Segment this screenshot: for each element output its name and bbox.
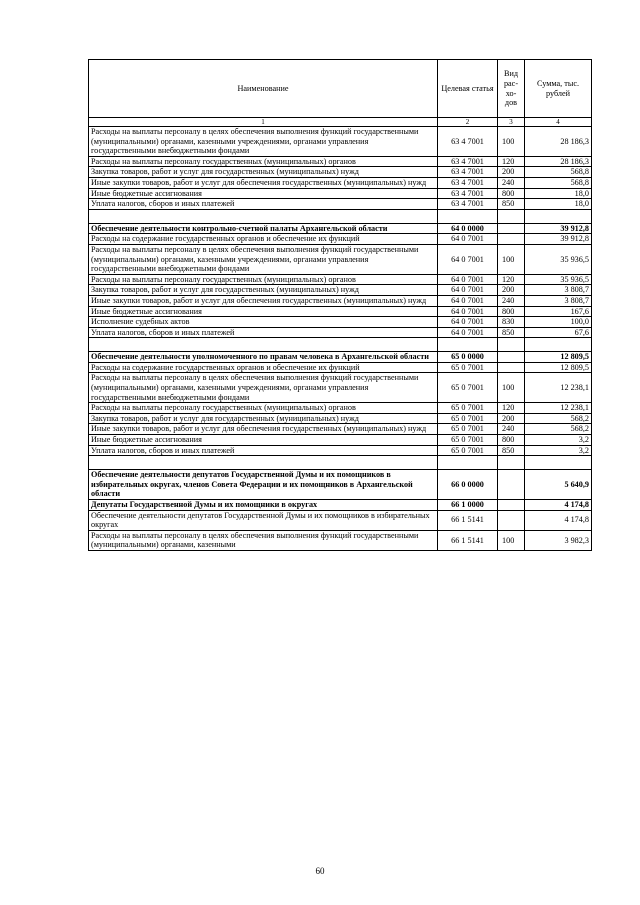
cell-expense-type: 800	[498, 435, 525, 446]
table-row	[89, 413, 592, 424]
cell-name: Обеспечение деятельности депутатов Государственной Думы и их помощников в избирательных округах, членов Совета Федерации и их помощников в Архангельской области	[89, 470, 438, 500]
cell-name: Депутаты Государственной Думы и их помощники в округах	[89, 500, 438, 511]
cell-target-article: 65 0 7001	[438, 362, 498, 373]
cell-amount: 39 912,8	[525, 223, 592, 234]
empty-cell	[498, 209, 525, 223]
cell-amount: 12 238,1	[525, 403, 592, 414]
table-row	[89, 500, 592, 511]
cell-amount: 3 808,7	[525, 285, 592, 296]
cell-target-article: 63 4 7001	[438, 177, 498, 188]
cell-target-article: 66 1 0000	[438, 500, 498, 511]
cell-name: Уплата налогов, сборов и иных платежей	[89, 445, 438, 456]
table-row	[89, 167, 592, 178]
cell-expense-type	[498, 500, 525, 511]
cell-amount: 4 174,8	[525, 500, 592, 511]
cell-target-article: 65 0 7001	[438, 413, 498, 424]
cell-amount: 12 809,5	[525, 362, 592, 373]
cell-amount: 35 936,5	[525, 274, 592, 285]
cell-name: Расходы на выплаты персоналу в целях обеспечения выполнения функций государственными (муниципальными) органами, казенными учреждениями, органами управления государственными внебюджетными фондами	[89, 373, 438, 403]
table-row	[89, 223, 592, 234]
cell-name: Закупка товаров, работ и услуг для государственных (муниципальных) нужд	[89, 413, 438, 424]
cell-target-article: 63 4 7001	[438, 156, 498, 167]
cell-amount: 568,8	[525, 177, 592, 188]
header-col-number: 3	[498, 118, 525, 127]
cell-expense-type: 100	[498, 244, 525, 274]
cell-target-article: 65 0 0000	[438, 352, 498, 363]
cell-name: Расходы на содержание государственных органов и обеспечение их функций	[89, 362, 438, 373]
table-row	[89, 127, 592, 157]
cell-expense-type: 800	[498, 188, 525, 199]
empty-cell	[525, 338, 592, 352]
cell-name: Иные бюджетные ассигнования	[89, 188, 438, 199]
cell-amount: 67,6	[525, 327, 592, 338]
table-header	[89, 60, 592, 127]
cell-expense-type: 200	[498, 413, 525, 424]
table-row	[89, 445, 592, 456]
table-row	[89, 362, 592, 373]
cell-target-article: 64 0 7001	[438, 317, 498, 328]
budget-table-sheet	[88, 59, 591, 551]
cell-target-article: 63 4 7001	[438, 167, 498, 178]
cell-target-article: 64 0 7001	[438, 234, 498, 245]
empty-cell	[89, 456, 438, 470]
cell-name: Расходы на выплаты персоналу государственных (муниципальных) органов	[89, 274, 438, 285]
cell-target-article: 64 0 0000	[438, 223, 498, 234]
cell-name: Исполнение судебных актов	[89, 317, 438, 328]
cell-expense-type: 240	[498, 424, 525, 435]
cell-target-article: 64 0 7001	[438, 327, 498, 338]
cell-expense-type: 200	[498, 285, 525, 296]
cell-expense-type	[498, 510, 525, 530]
table-row	[89, 510, 592, 530]
cell-name: Иные закупки товаров, работ и услуг для обеспечения государственных (муниципальных) нужд	[89, 177, 438, 188]
cell-amount: 568,8	[525, 167, 592, 178]
table-row	[89, 188, 592, 199]
spacer-row	[89, 338, 592, 352]
cell-amount: 28 186,3	[525, 156, 592, 167]
cell-target-article: 66 1 5141	[438, 530, 498, 550]
cell-amount: 18,0	[525, 188, 592, 199]
table-row	[89, 285, 592, 296]
cell-amount: 3,2	[525, 435, 592, 446]
cell-name: Расходы на содержание государственных органов и обеспечение их функций	[89, 234, 438, 245]
cell-name: Расходы на выплаты персоналу в целях обеспечения выполнения функций государственными (муниципальными) органами, казенными	[89, 530, 438, 550]
cell-name: Уплата налогов, сборов и иных платежей	[89, 327, 438, 338]
spacer-row	[89, 209, 592, 223]
cell-name: Обеспечение деятельности контрольно-счетной палаты Архангельской области	[89, 223, 438, 234]
cell-target-article: 63 4 7001	[438, 127, 498, 157]
empty-cell	[498, 456, 525, 470]
budget-table	[88, 59, 592, 551]
cell-target-article: 65 0 7001	[438, 424, 498, 435]
header-target-article: Целевая статья	[438, 60, 498, 118]
cell-name: Иные бюджетные ассигнования	[89, 306, 438, 317]
cell-expense-type: 120	[498, 156, 525, 167]
cell-expense-type: 240	[498, 177, 525, 188]
header-name: Наименование	[89, 60, 438, 118]
cell-target-article: 64 0 7001	[438, 295, 498, 306]
cell-expense-type: 100	[498, 530, 525, 550]
cell-expense-type: 850	[498, 445, 525, 456]
cell-expense-type: 200	[498, 167, 525, 178]
cell-expense-type: 850	[498, 327, 525, 338]
cell-name: Расходы на выплаты персоналу в целях обеспечения выполнения функций государственными (муниципальными) органами, казенными учреждениями, органами управления государственными внебюджетными фондами	[89, 127, 438, 157]
cell-expense-type: 850	[498, 199, 525, 210]
cell-expense-type: 240	[498, 295, 525, 306]
cell-name: Иные бюджетные ассигнования	[89, 435, 438, 446]
cell-target-article: 64 0 7001	[438, 274, 498, 285]
cell-expense-type	[498, 223, 525, 234]
empty-cell	[525, 209, 592, 223]
cell-expense-type: 120	[498, 403, 525, 414]
cell-amount: 100,0	[525, 317, 592, 328]
cell-expense-type: 100	[498, 127, 525, 157]
cell-name: Расходы на выплаты персоналу в целях обеспечения выполнения функций государственными (муниципальными) органами, казенными учреждениями, органами управления государственными внебюджетными фондами	[89, 244, 438, 274]
cell-name: Обеспечение деятельности уполномоченного по правам человека в Архангельской области	[89, 352, 438, 363]
cell-amount: 28 186,3	[525, 127, 592, 157]
table-body	[89, 127, 592, 551]
table-row	[89, 470, 592, 500]
table-row	[89, 352, 592, 363]
cell-expense-type	[498, 234, 525, 245]
cell-name: Расходы на выплаты персоналу государственных (муниципальных) органов	[89, 403, 438, 414]
cell-amount: 167,6	[525, 306, 592, 317]
table-row	[89, 317, 592, 328]
cell-amount: 3 982,3	[525, 530, 592, 550]
cell-amount: 5 640,9	[525, 470, 592, 500]
cell-target-article: 65 0 7001	[438, 373, 498, 403]
cell-target-article: 64 0 7001	[438, 285, 498, 296]
table-row	[89, 274, 592, 285]
header-col-number: 1	[89, 118, 438, 127]
cell-target-article: 66 0 0000	[438, 470, 498, 500]
cell-amount: 35 936,5	[525, 244, 592, 274]
cell-amount: 4 174,8	[525, 510, 592, 530]
cell-amount: 39 912,8	[525, 234, 592, 245]
cell-expense-type: 120	[498, 274, 525, 285]
cell-target-article: 64 0 7001	[438, 306, 498, 317]
empty-cell	[498, 338, 525, 352]
table-row	[89, 234, 592, 245]
cell-target-article: 64 0 7001	[438, 244, 498, 274]
table-row	[89, 156, 592, 167]
cell-target-article: 66 1 5141	[438, 510, 498, 530]
cell-amount: 3,2	[525, 445, 592, 456]
table-row	[89, 373, 592, 403]
empty-cell	[525, 456, 592, 470]
cell-target-article: 63 4 7001	[438, 199, 498, 210]
cell-amount: 18,0	[525, 199, 592, 210]
empty-cell	[438, 338, 498, 352]
empty-cell	[89, 338, 438, 352]
spacer-row	[89, 456, 592, 470]
cell-name: Иные закупки товаров, работ и услуг для обеспечения государственных (муниципальных) нужд	[89, 424, 438, 435]
cell-name: Уплата налогов, сборов и иных платежей	[89, 199, 438, 210]
cell-name: Иные закупки товаров, работ и услуг для обеспечения государственных (муниципальных) нужд	[89, 295, 438, 306]
cell-expense-type: 800	[498, 306, 525, 317]
header-col-number: 4	[525, 118, 592, 127]
table-row	[89, 327, 592, 338]
cell-amount: 3 808,7	[525, 295, 592, 306]
cell-name: Закупка товаров, работ и услуг для государственных (муниципальных) нужд	[89, 285, 438, 296]
table-row	[89, 306, 592, 317]
empty-cell	[89, 209, 438, 223]
table-row	[89, 177, 592, 188]
cell-target-article: 65 0 7001	[438, 403, 498, 414]
cell-amount: 12 809,5	[525, 352, 592, 363]
empty-cell	[438, 209, 498, 223]
cell-amount: 568,2	[525, 413, 592, 424]
cell-name: Расходы на выплаты персоналу государственных (муниципальных) органов	[89, 156, 438, 167]
cell-name: Обеспечение деятельности депутатов Государственной Думы и их помощников в избирательных округах	[89, 510, 438, 530]
cell-expense-type	[498, 470, 525, 500]
table-row	[89, 244, 592, 274]
table-row	[89, 435, 592, 446]
cell-amount: 12 238,1	[525, 373, 592, 403]
cell-expense-type: 830	[498, 317, 525, 328]
cell-name: Закупка товаров, работ и услуг для государственных (муниципальных) нужд	[89, 167, 438, 178]
cell-expense-type	[498, 352, 525, 363]
cell-expense-type	[498, 362, 525, 373]
cell-target-article: 65 0 7001	[438, 445, 498, 456]
cell-expense-type: 100	[498, 373, 525, 403]
table-row	[89, 403, 592, 414]
page-number: 60	[315, 866, 325, 876]
header-amount: Сумма, тыс. рублей	[525, 60, 592, 118]
header-col-number: 2	[438, 118, 498, 127]
table-row	[89, 424, 592, 435]
cell-amount: 568,2	[525, 424, 592, 435]
table-row	[89, 530, 592, 550]
empty-cell	[438, 456, 498, 470]
cell-target-article: 63 4 7001	[438, 188, 498, 199]
header-expense-type: Вид рас-хо-дов	[498, 60, 525, 118]
table-row	[89, 199, 592, 210]
table-row	[89, 295, 592, 306]
cell-target-article: 65 0 7001	[438, 435, 498, 446]
